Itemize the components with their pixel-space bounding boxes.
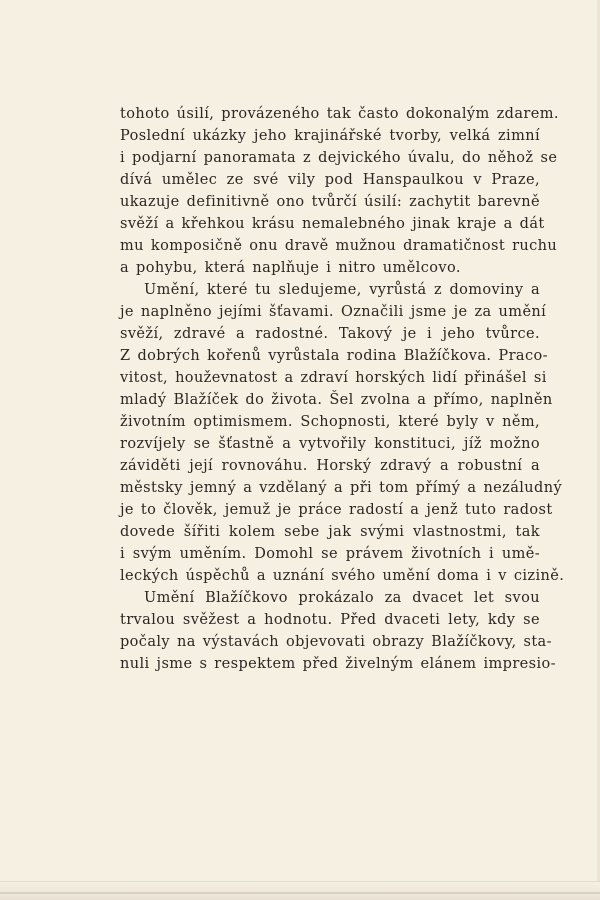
text-line: mladý Blažíček do života. Šel zvolna a přímo, naplněn: [120, 392, 553, 408]
text-line: nuli jsme s respektem před živelným elánem impresio-: [120, 656, 556, 672]
text-line: dovede šířiti kolem sebe jak svými vlastnostmi, tak: [120, 524, 540, 540]
text-line: mu komposičně onu dravě mužnou dramatičnost ruchu: [120, 238, 558, 254]
text-line: ukazuje definitivně ono tvůrčí úsilí: zachytit barevně: [120, 194, 540, 210]
text-line: je to člověk, jemuž je práce radostí a jenž tuto radost: [120, 502, 553, 518]
text-line: Umění Blažíčkovo prokázalo za dvacet let svou: [144, 590, 540, 606]
text-line: Poslední ukázky jeho krajinářské tvorby, velká zimní: [120, 128, 540, 144]
text-line: trvalou svěžest a hodnotu. Před dvaceti lety, kdy se: [120, 612, 540, 628]
text-line: leckých úspěchů a uznání svého umění doma i v cizině.: [120, 568, 565, 584]
text-line: svěží a křehkou krásu nemalebného jinak kraje a dát: [120, 216, 545, 232]
text-line: městsky jemný a vzdělaný a při tom přímý a nezáludný: [120, 480, 563, 496]
text-line: dívá umělec ze své vily pod Hanspaulkou v Praze,: [120, 172, 540, 188]
text-line: počaly na výstavách objevovati obrazy Blažíčkovy, sta-: [120, 634, 552, 650]
text-line: vitost, houževnatost a zdraví horských lidí přinášel si: [120, 370, 547, 386]
text-line: Z dobrých kořenů vyrůstala rodina Blažíčkova. Praco-: [120, 348, 548, 364]
text-line: záviděti její rovnováhu. Horský zdravý a robustní a: [120, 458, 540, 474]
paragraph-1: [120, 103, 559, 279]
paragraph-3: [120, 587, 556, 675]
paragraph-2: [120, 279, 565, 587]
page-edge-line: [0, 892, 600, 894]
text-line: rozvíjely se šťastně a vytvořily konstituci, jíž možno: [120, 436, 540, 452]
text-line: i svým uměním. Domohl se právem životních i umě-: [120, 546, 540, 562]
text-line: Umění, které tu sledujeme, vyrůstá z domoviny a: [144, 282, 540, 298]
body-text: [120, 103, 565, 675]
text-line: svěží, zdravé a radostné. Takový je i jeho tvůrce.: [120, 326, 540, 342]
page-edge-bottom: [0, 881, 600, 900]
text-line: a pohybu, která naplňuje i nitro umělcovo.: [120, 260, 461, 276]
text-line: tohoto úsilí, provázeného tak často dokonalým zdarem.: [120, 106, 559, 122]
text-line: je naplněno jejími šťavami. Označili jsme je za umění: [120, 304, 547, 320]
text-line: životním optimismem. Schopnosti, které byly v něm,: [120, 414, 540, 430]
text-line: i podjarní panoramata z dejvického úvalu, do něhož se: [120, 150, 558, 166]
